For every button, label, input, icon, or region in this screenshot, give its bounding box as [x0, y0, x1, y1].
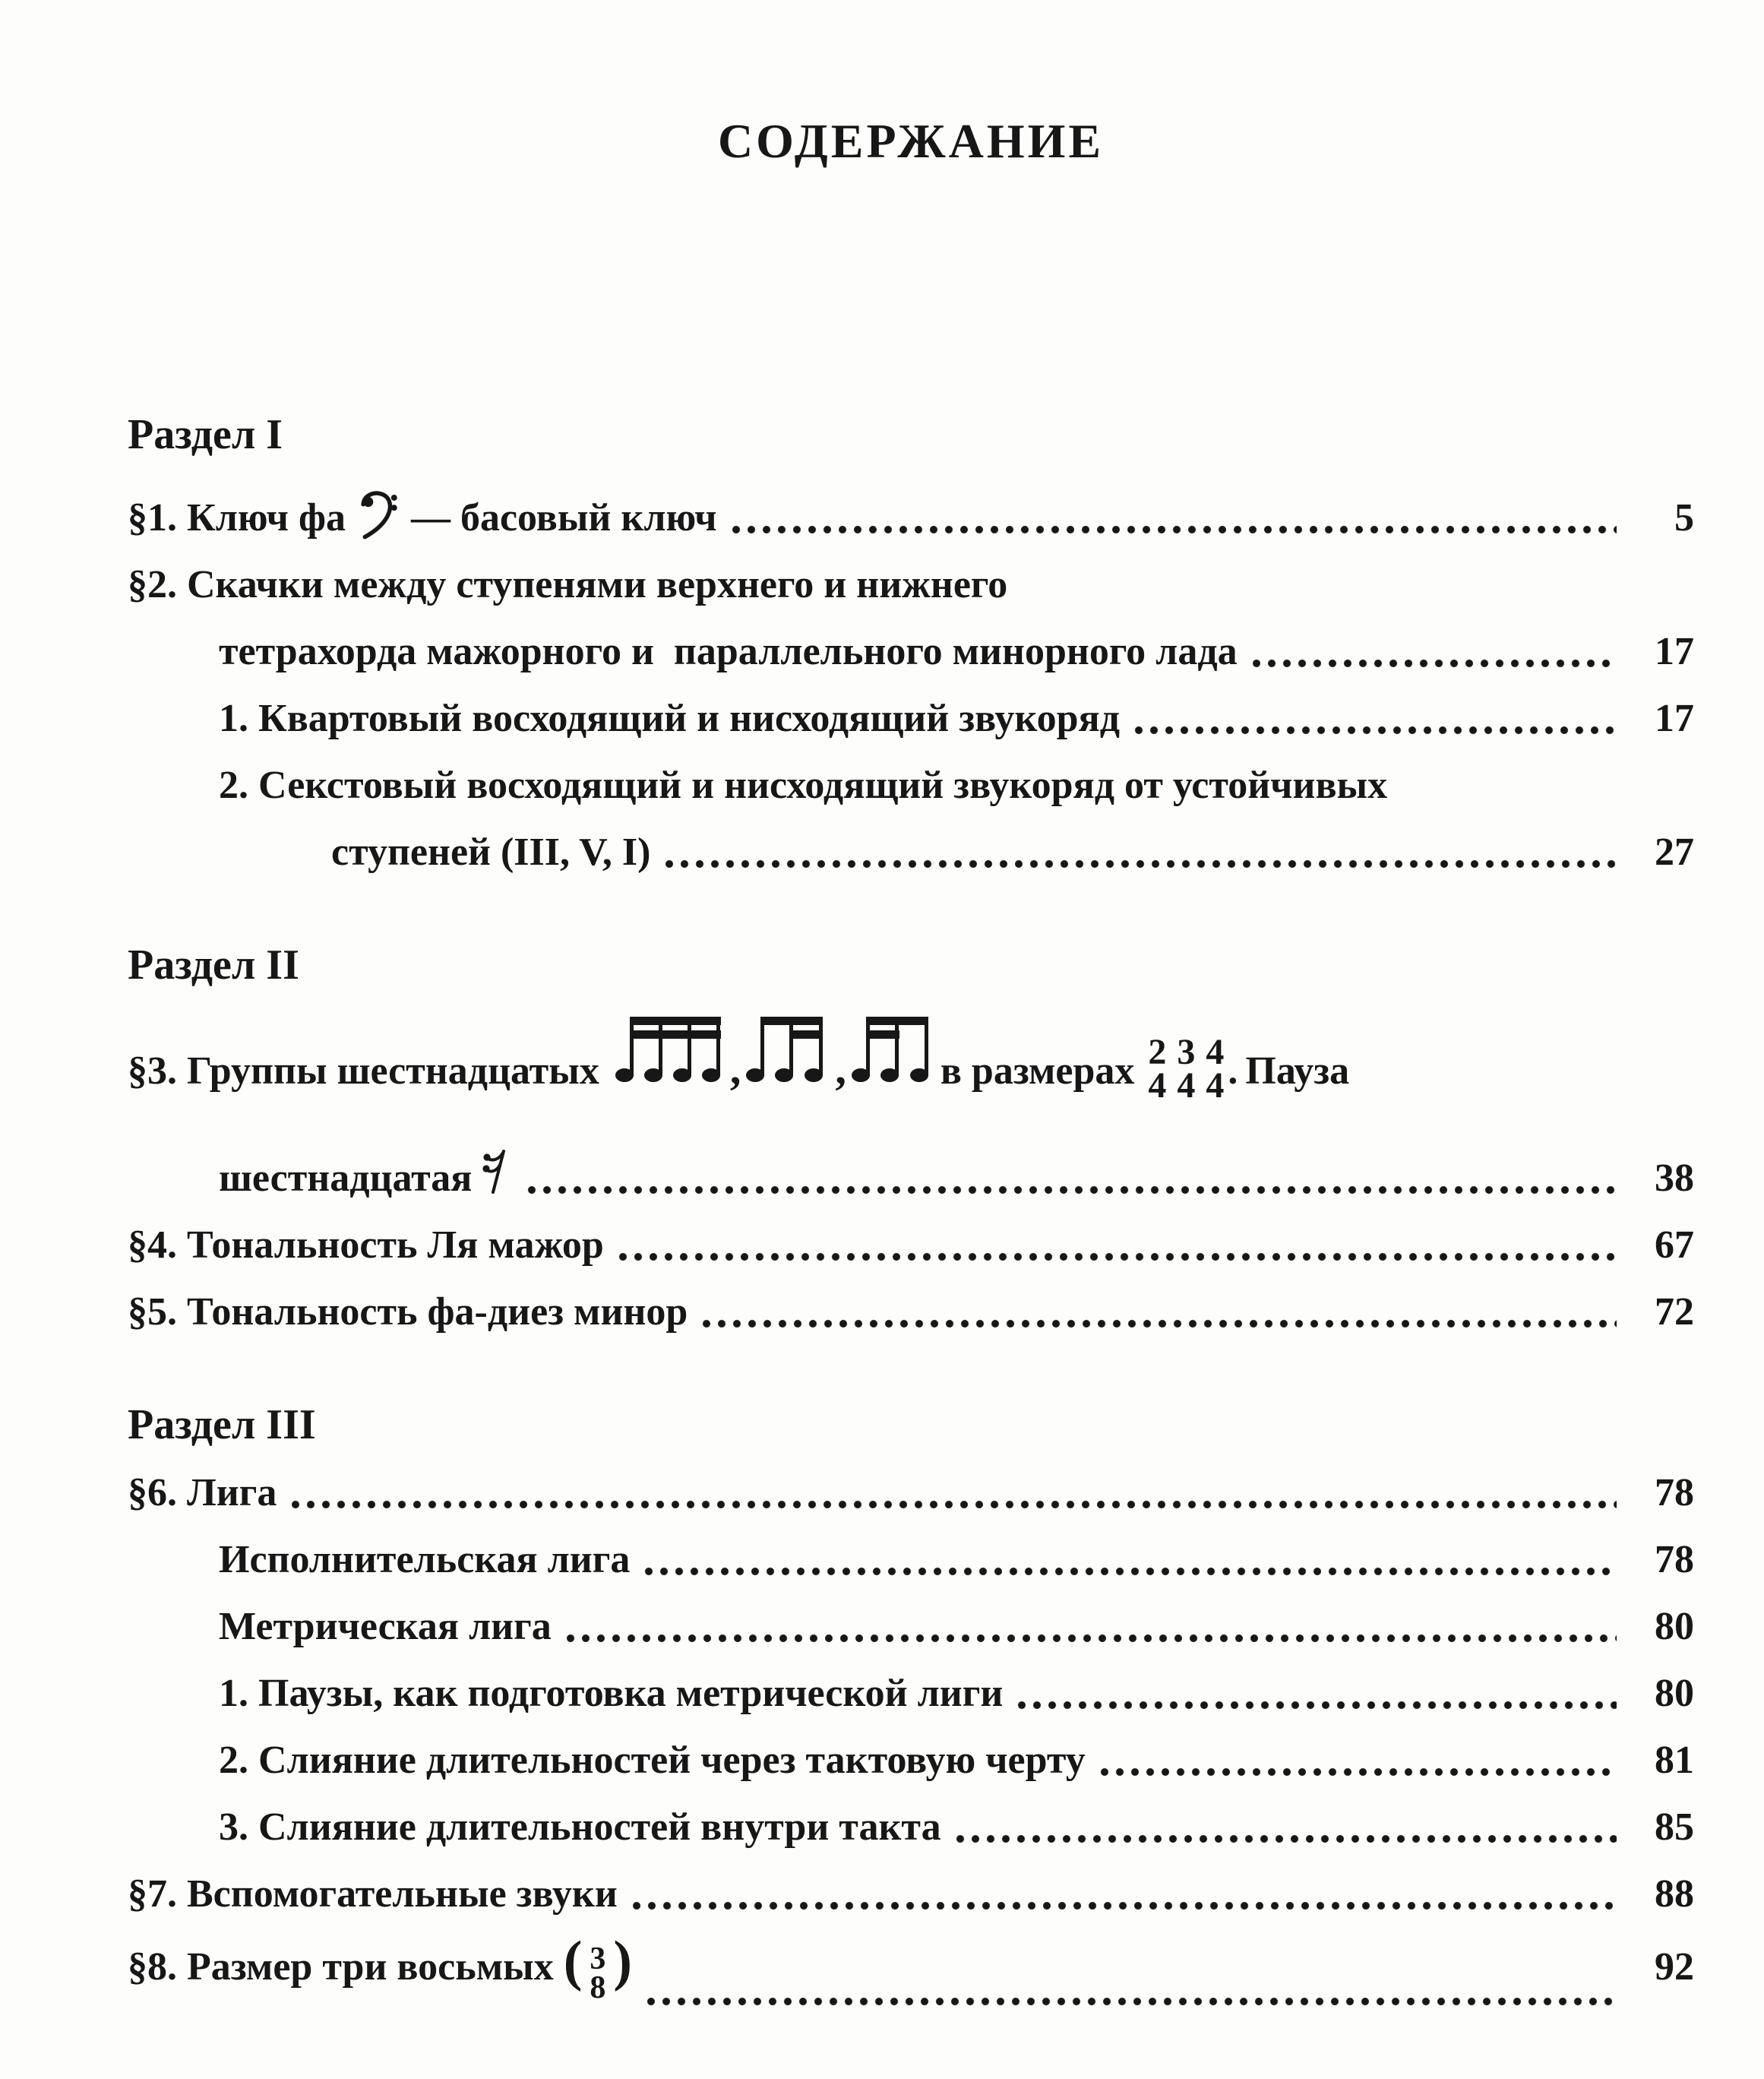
- time-signature-numerator: 2: [1148, 1032, 1167, 1072]
- time-signature-3-4: [1177, 1032, 1196, 1106]
- dot-leader: [616, 1250, 1617, 1264]
- entry-label: ступеней (III, V, I): [331, 831, 651, 874]
- toc-entry: [128, 1537, 1694, 1583]
- dot-leader: [662, 857, 1617, 871]
- open-paren: (: [563, 1930, 583, 1992]
- toc-entry-sixteenth-groups-line1: [128, 1011, 1694, 1122]
- section-1-heading: Раздел I: [128, 411, 283, 458]
- page-number: 78: [1655, 1471, 1694, 1514]
- entry-label: — басовый ключ: [410, 496, 717, 540]
- group-separator: ,: [729, 1044, 741, 1093]
- page-number: 5: [1674, 496, 1694, 540]
- page-number: 85: [1655, 1805, 1694, 1849]
- entry-label: §8. Размер три восьмых: [128, 1945, 554, 1989]
- toc-entry: [128, 1671, 1694, 1717]
- toc-entry: [128, 1604, 1694, 1650]
- dot-leader: [953, 1832, 1617, 1846]
- page-number: 17: [1655, 697, 1694, 740]
- close-paren: ): [613, 1930, 633, 1992]
- dot-leader: [644, 1995, 1617, 2008]
- toc-entry-sixteenth-groups-line2: [128, 1144, 1694, 1201]
- section-1: [128, 410, 1694, 875]
- entry-label: 1. Квартовый восходящий и нисходящий звукоряд: [219, 697, 1121, 740]
- section-2: [128, 941, 1694, 1335]
- entry-label: Исполнительская лига: [219, 1538, 631, 1581]
- dot-leader: [564, 1631, 1617, 1645]
- toc-entry-line2: [128, 629, 1694, 675]
- three-eighths-fraction: [590, 1941, 606, 2005]
- time-signature-denominator: 4: [1177, 1065, 1196, 1106]
- page-number: 17: [1655, 630, 1694, 673]
- entry-label: 1. Паузы, как подготовка метрической лиги: [219, 1672, 1004, 1715]
- dot-leader: [1132, 723, 1617, 737]
- entry-label: §2. Скачки между ступенями верхнего и нижнего: [128, 563, 1008, 606]
- section-3-heading: Раздел III: [128, 1401, 316, 1448]
- toc-entry-line1: [128, 763, 1694, 808]
- toc-entry: [128, 1289, 1694, 1335]
- page-number: 80: [1655, 1672, 1694, 1715]
- entry-label: Метрическая лига: [219, 1605, 552, 1648]
- section-3: [128, 1400, 1694, 2013]
- toc-entry-three-eighths: [128, 1930, 1694, 2013]
- entry-label: §7. Вспомогательные звуки: [128, 1872, 618, 1916]
- toc-entry: [128, 696, 1694, 742]
- toc-entry: [128, 1470, 1694, 1516]
- two-sixteenths-plus-eighth-icon: [851, 1011, 939, 1084]
- group-separator: ,: [835, 1044, 846, 1093]
- page-number: 81: [1655, 1739, 1694, 1782]
- entry-label: §5. Тональность фа-диез минор: [128, 1290, 688, 1334]
- time-signature-numerator: 4: [1206, 1032, 1225, 1072]
- page-number: 92: [1655, 1945, 1694, 1989]
- dot-leader: [289, 1498, 1617, 1511]
- dot-leader: [525, 1183, 1617, 1197]
- section-2-heading: Раздел II: [128, 941, 299, 989]
- dot-leader: [1098, 1765, 1617, 1779]
- entry-label: в размерах: [940, 1049, 1135, 1093]
- fraction-numerator: 3: [590, 1941, 606, 1976]
- toc-entry-line1: [128, 562, 1694, 608]
- page-title: СОДЕРЖАНИЕ: [717, 114, 1105, 168]
- toc-entry: [128, 1738, 1694, 1783]
- time-signature-denominator: 4: [1206, 1065, 1225, 1106]
- entry-label: 3. Слияние длительностей внутри такта: [219, 1805, 941, 1849]
- entry-label: Пауза: [1245, 1049, 1350, 1093]
- fraction-denominator: 8: [590, 1970, 606, 2005]
- dot-leader: [642, 1565, 1617, 1578]
- page-number: 27: [1655, 831, 1694, 874]
- page-number: 80: [1655, 1605, 1694, 1648]
- page-number: 78: [1655, 1538, 1694, 1581]
- entry-label: §6. Лига: [128, 1471, 277, 1514]
- dot-leader: [1015, 1698, 1617, 1712]
- time-signature-2-4: [1148, 1032, 1167, 1106]
- dot-leader: [700, 1317, 1617, 1331]
- entry-label: §1. Ключ фа: [128, 496, 346, 540]
- eighth-plus-two-sixteenths-icon: [745, 1011, 833, 1084]
- toc-entry-line2: [128, 830, 1694, 875]
- entry-label: тетрахорда мажорного и параллельного минорного лада: [219, 630, 1238, 673]
- entry-label: 2. Слияние длительностей через тактовую черту: [219, 1739, 1086, 1782]
- four-beamed-sixteenth-notes-icon: [615, 1011, 729, 1084]
- toc-entry: [128, 1872, 1694, 1917]
- entry-label: §4. Тональность Ля мажор: [128, 1223, 604, 1267]
- page-number: 67: [1655, 1223, 1694, 1267]
- bass-clef-icon: [359, 489, 399, 540]
- dot-leader: [630, 1899, 1617, 1913]
- toc-entry: [128, 1805, 1694, 1850]
- time-signature-numerator: 3: [1177, 1032, 1196, 1072]
- page-number: 38: [1655, 1157, 1694, 1200]
- page-number: 72: [1655, 1290, 1694, 1334]
- entry-label: 2. Секстовый восходящий и нисходящий звукоряд от устойчивых: [219, 764, 1388, 807]
- time-signature-4-4: [1206, 1032, 1225, 1106]
- page-number: 88: [1655, 1872, 1694, 1916]
- toc-entry-bass-clef: [128, 480, 1694, 541]
- dot-leader: [729, 523, 1617, 536]
- punctuation: .: [1228, 1049, 1238, 1093]
- entry-label: §3. Группы шестнадцатых: [128, 1049, 599, 1093]
- entry-label: шестнадцатая: [219, 1157, 473, 1200]
- time-signature-denominator: 4: [1148, 1065, 1167, 1106]
- sixteenth-rest-icon: [482, 1148, 508, 1195]
- dot-leader: [1250, 657, 1617, 670]
- toc-entry: [128, 1223, 1694, 1268]
